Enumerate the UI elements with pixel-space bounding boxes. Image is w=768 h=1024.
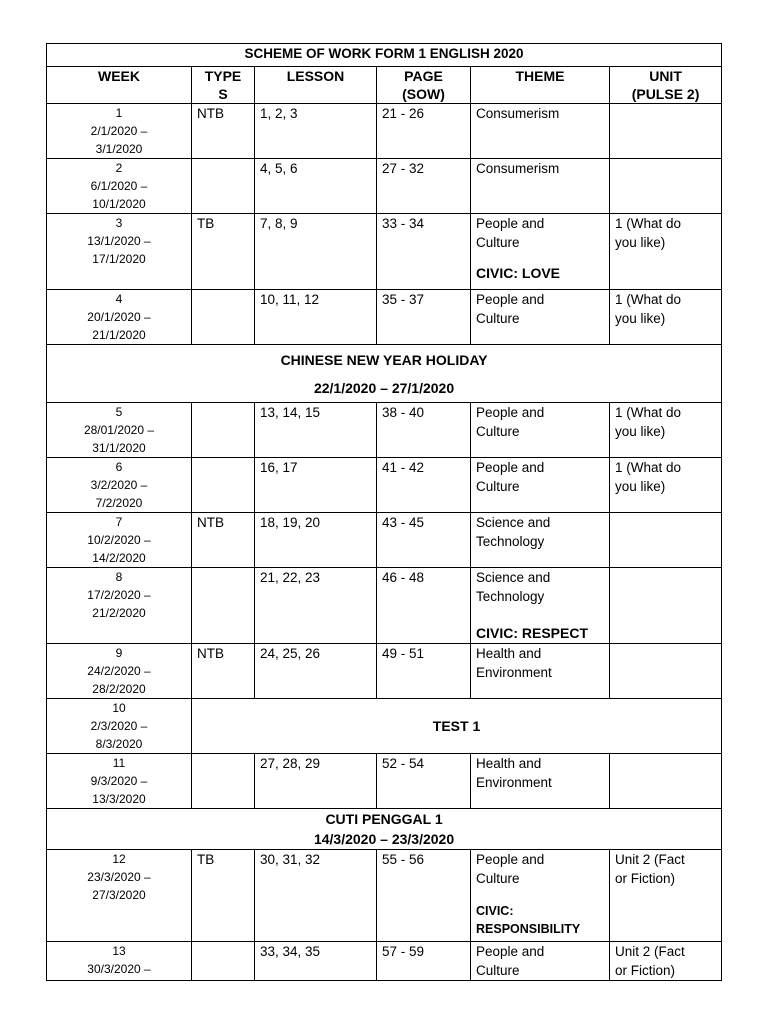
types-cell: NTB [192, 104, 255, 159]
theme-cell: People and Culture [471, 942, 610, 981]
week-cell: 2 6/1/2020 – 10/1/2020 [47, 159, 192, 214]
types-cell [192, 403, 255, 458]
theme-cell: Science and Technology CIVIC: RESPECT [471, 568, 610, 644]
table-row [47, 513, 722, 568]
week-cell: 5 28/01/2020 – 31/1/2020 [47, 403, 192, 458]
page-cell: 52 - 54 [377, 754, 471, 809]
types-cell [192, 568, 255, 644]
scheme-of-work-table [46, 43, 722, 981]
page-cell: 46 - 48 [377, 568, 471, 644]
title-row [47, 44, 722, 67]
lesson-cell: 27, 28, 29 [255, 754, 377, 809]
lesson-cell: 10, 11, 12 [255, 290, 377, 345]
lesson-cell: 24, 25, 26 [255, 644, 377, 699]
types-cell: TB [192, 214, 255, 290]
lesson-cell: 30, 31, 32 [255, 850, 377, 942]
holiday-name: CHINESE NEW YEAR HOLIDAY [280, 352, 488, 368]
types-cell [192, 159, 255, 214]
header-week: WEEK [47, 67, 192, 104]
page-cell: 21 - 26 [377, 104, 471, 159]
theme-cell: People and Culture [471, 403, 610, 458]
theme-cell: Health and Environment [471, 644, 610, 699]
week-cell: 13 30/3/2020 – [47, 942, 192, 981]
theme-cell: People and Culture [471, 458, 610, 513]
unit-cell: 1 (What do you like) [610, 458, 722, 513]
week-cell: 12 23/3/2020 – 27/3/2020 [47, 850, 192, 942]
table-row [47, 214, 722, 290]
types-cell [192, 290, 255, 345]
types-cell: NTB [192, 644, 255, 699]
types-cell [192, 754, 255, 809]
week-cell: 6 3/2/2020 – 7/2/2020 [47, 458, 192, 513]
page-cell: 57 - 59 [377, 942, 471, 981]
unit-cell [610, 104, 722, 159]
types-cell: TB [192, 850, 255, 942]
page-cell: 43 - 45 [377, 513, 471, 568]
table-row [47, 942, 722, 981]
lesson-cell: 16, 17 [255, 458, 377, 513]
civic-label: CIVIC: [476, 904, 514, 918]
unit-cell: 1 (What do you like) [610, 290, 722, 345]
table-row [47, 458, 722, 513]
civic-label: CIVIC: RESPECT [476, 625, 589, 641]
cuti-name: CUTI PENGGAL 1 [325, 811, 443, 827]
theme-cell: People and Culture [471, 290, 610, 345]
theme-cell: People and Culture CIVIC: RESPONSIBILITY [471, 850, 610, 942]
lesson-cell: 7, 8, 9 [255, 214, 377, 290]
theme-cell: Health and Environment [471, 754, 610, 809]
week-cell: 8 17/2/2020 – 21/2/2020 [47, 568, 192, 644]
lesson-cell: 33, 34, 35 [255, 942, 377, 981]
theme-cell: Consumerism [471, 104, 610, 159]
page-cell: 27 - 32 [377, 159, 471, 214]
unit-cell [610, 644, 722, 699]
holiday-cell [47, 345, 722, 403]
week-cell: 1 2/1/2020 – 3/1/2020 [47, 104, 192, 159]
week-cell: 11 9/3/2020 – 13/3/2020 [47, 754, 192, 809]
lesson-cell: 4, 5, 6 [255, 159, 377, 214]
lesson-cell: 13, 14, 15 [255, 403, 377, 458]
page-cell: 33 - 34 [377, 214, 471, 290]
cuti-row [47, 809, 722, 850]
page-cell: 49 - 51 [377, 644, 471, 699]
table-row [47, 290, 722, 345]
header-theme: THEME [471, 67, 610, 104]
table-row [47, 568, 722, 644]
header-row [47, 67, 722, 104]
page-cell: 35 - 37 [377, 290, 471, 345]
lesson-cell: 18, 19, 20 [255, 513, 377, 568]
page-cell: 55 - 56 [377, 850, 471, 942]
table-row [47, 754, 722, 809]
civic-label: CIVIC: LOVE [476, 265, 561, 281]
unit-cell [610, 754, 722, 809]
header-lesson: LESSON [255, 67, 377, 104]
theme-cell: Consumerism [471, 159, 610, 214]
header-types: TYPE S [192, 67, 255, 104]
week-cell: 3 13/1/2020 – 17/1/2020 [47, 214, 192, 290]
unit-cell: Unit 2 (Fact or Fiction) [610, 850, 722, 942]
unit-cell: 1 (What do you like) [610, 214, 722, 290]
theme-cell: People and Culture CIVIC: LOVE [471, 214, 610, 290]
types-cell: NTB [192, 513, 255, 568]
table-row [47, 850, 722, 942]
types-cell [192, 458, 255, 513]
table-title: SCHEME OF WORK FORM 1 ENGLISH 2020 [47, 44, 722, 67]
unit-cell: Unit 2 (Fact or Fiction) [610, 942, 722, 981]
unit-cell [610, 513, 722, 568]
week-cell: 9 24/2/2020 – 28/2/2020 [47, 644, 192, 699]
lesson-cell: 1, 2, 3 [255, 104, 377, 159]
unit-cell: 1 (What do you like) [610, 403, 722, 458]
holiday-row [47, 345, 722, 403]
lesson-cell: 21, 22, 23 [255, 568, 377, 644]
table-row [47, 699, 722, 754]
table-row [47, 104, 722, 159]
table-row [47, 644, 722, 699]
week-cell: 4 20/1/2020 – 21/1/2020 [47, 290, 192, 345]
week-cell: 10 2/3/2020 – 8/3/2020 [47, 699, 192, 754]
cuti-cell [47, 809, 722, 850]
types-cell [192, 942, 255, 981]
test-cell: TEST 1 [192, 699, 722, 754]
table-row [47, 403, 722, 458]
theme-cell: Science and Technology [471, 513, 610, 568]
week-cell: 7 10/2/2020 – 14/2/2020 [47, 513, 192, 568]
header-unit: UNIT (PULSE 2) [610, 67, 722, 104]
unit-cell [610, 159, 722, 214]
header-page: PAGE (SOW) [377, 67, 471, 104]
holiday-dates: 22/1/2020 – 27/1/2020 [313, 380, 455, 396]
page-cell: 38 - 40 [377, 403, 471, 458]
table-row [47, 159, 722, 214]
unit-cell [610, 568, 722, 644]
page-cell: 41 - 42 [377, 458, 471, 513]
cuti-dates: 14/3/2020 – 23/3/2020 [313, 831, 455, 847]
civic-value: RESPONSIBILITY [476, 922, 581, 936]
